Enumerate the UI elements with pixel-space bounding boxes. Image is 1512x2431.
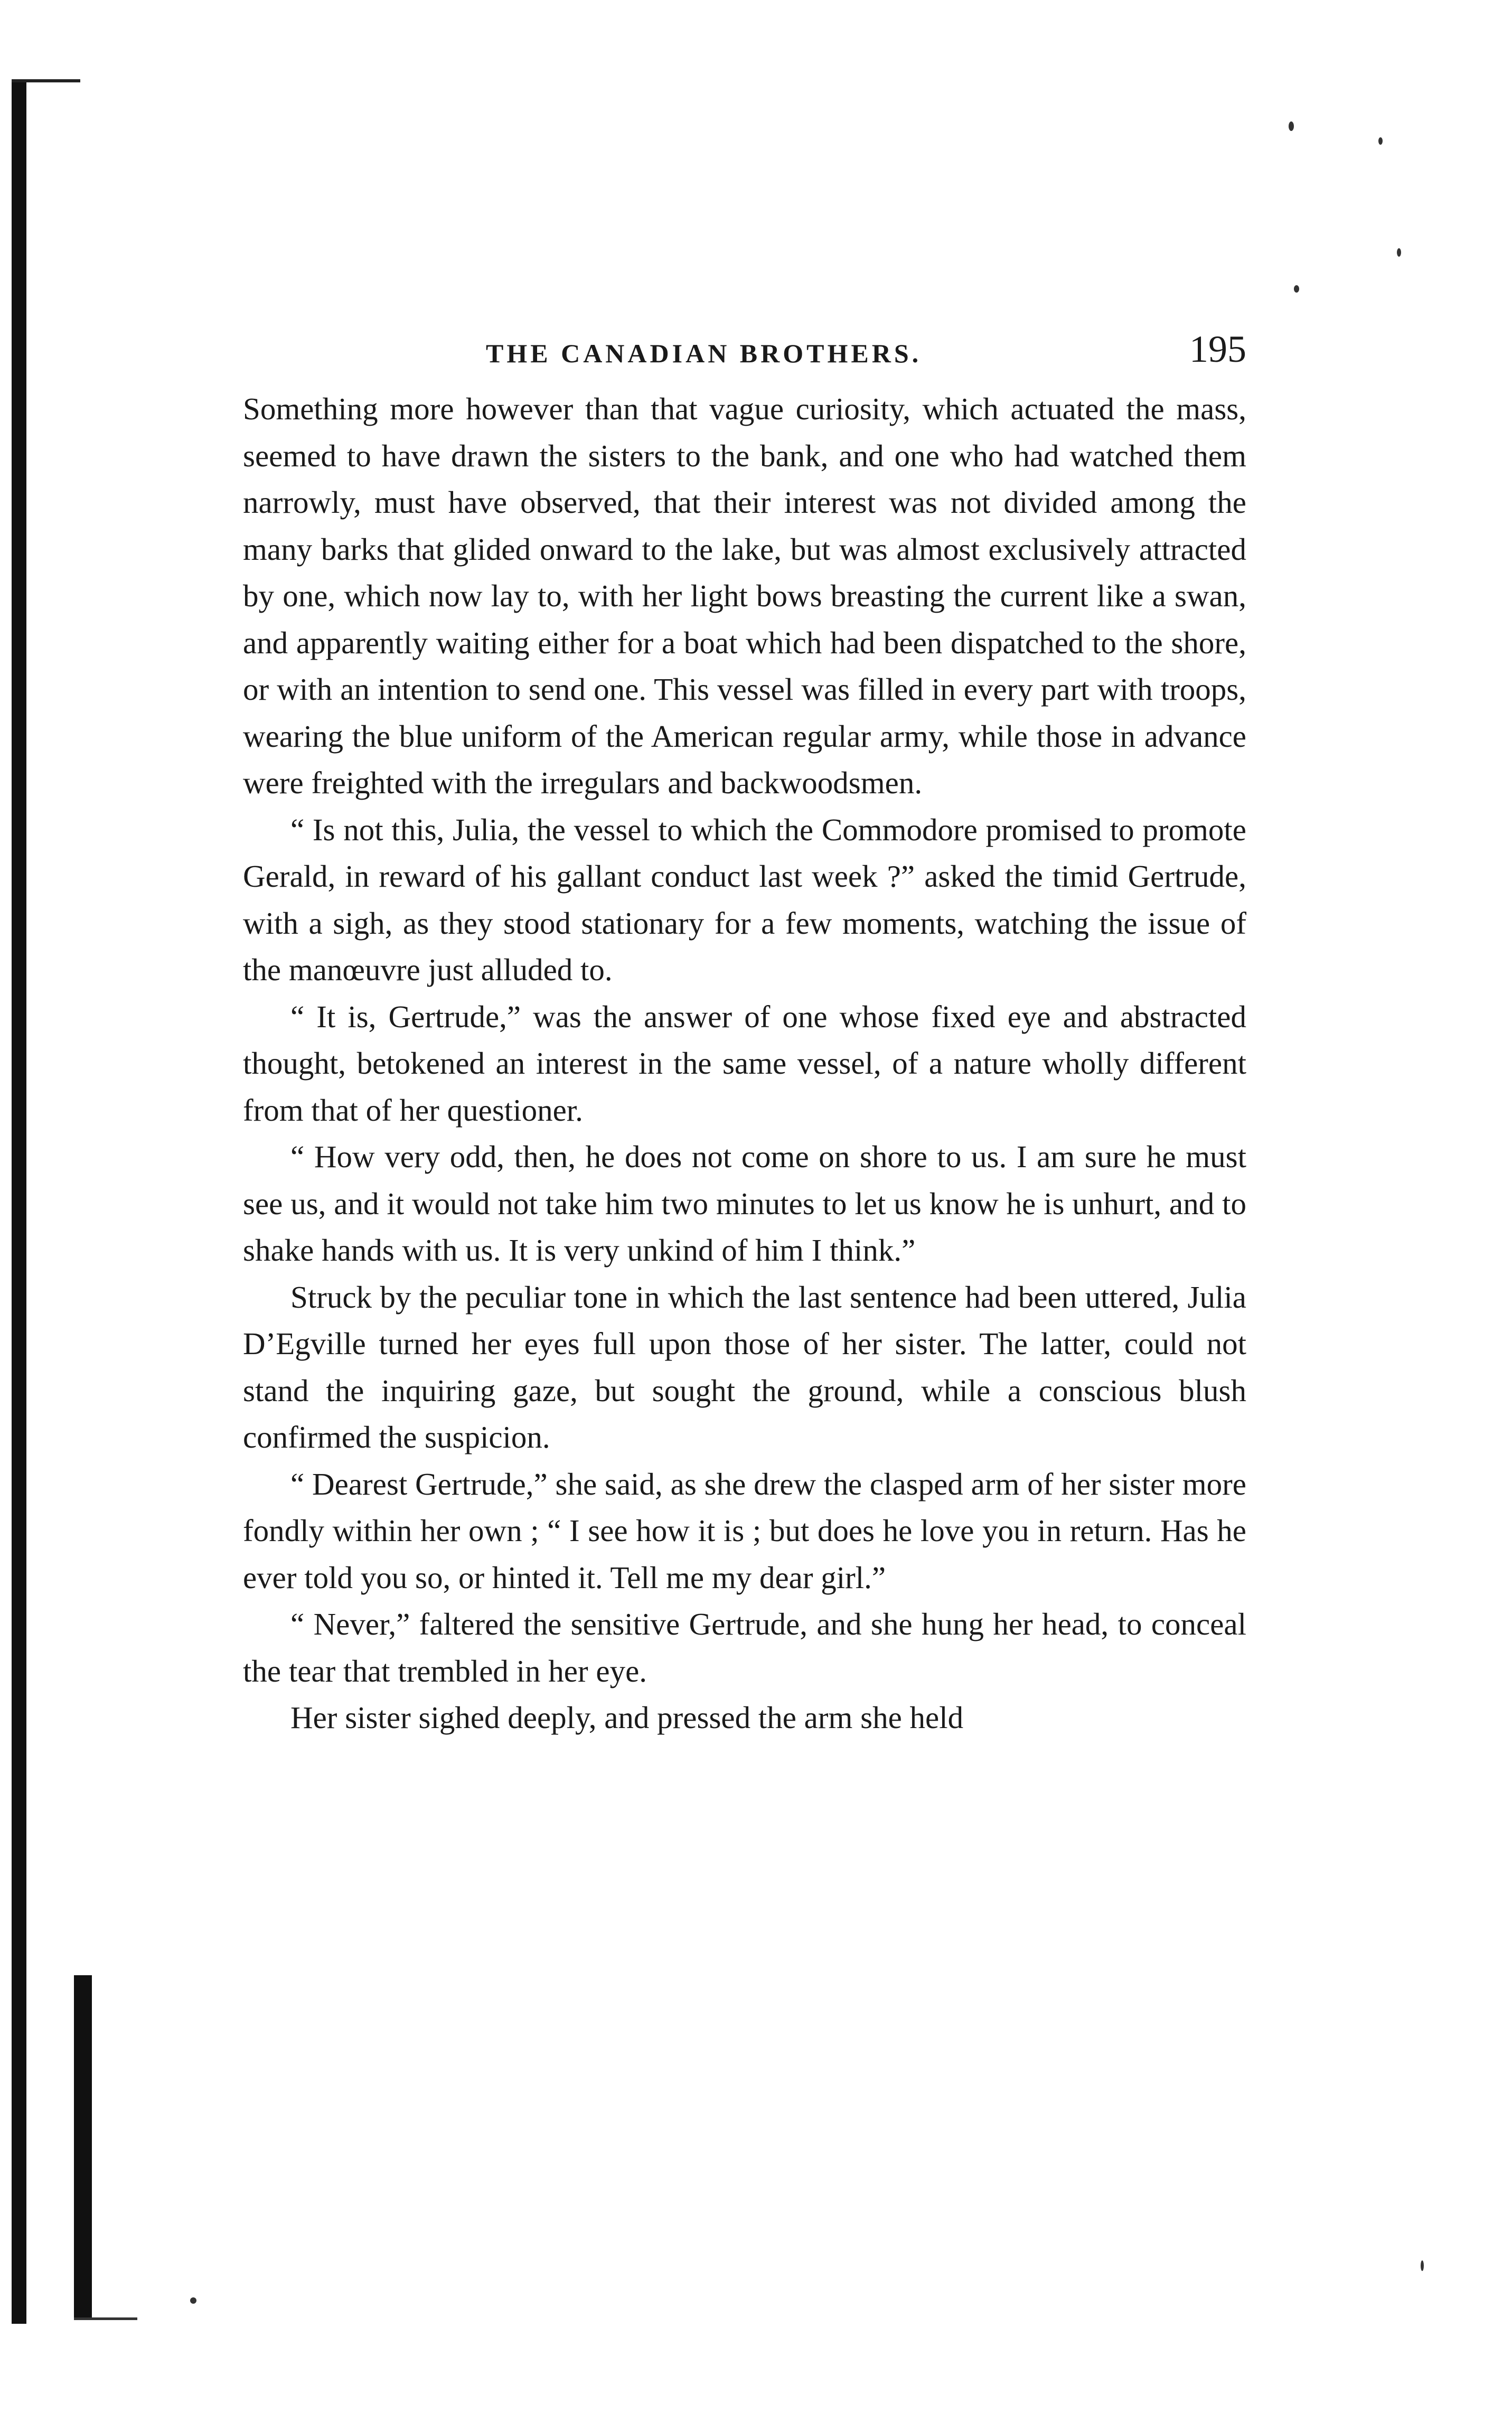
scan-speck bbox=[1397, 248, 1401, 257]
paragraph: “ It is, Gertrude,” was the answer of one whose fixed eye and abstracted thought, betokened an interest in the same vessel, of a nature wholly different from that of her questioner. bbox=[243, 999, 1246, 1128]
paragraph: Her sister sighed deeply, and pressed the arm she held bbox=[290, 1700, 964, 1735]
scan-speck bbox=[1378, 137, 1383, 145]
running-title: THE CANADIAN BROTHERS. bbox=[486, 339, 922, 368]
scan-speck bbox=[1289, 121, 1294, 131]
paragraph: “ How very odd, then, he does not come on shore to us. I am sure he must see us, and it would not take him two minutes to let us know he is unhurt, and to shake hands with us. It is very unkind of him I think.” bbox=[243, 1139, 1246, 1268]
page-number: 195 bbox=[1189, 328, 1246, 370]
running-head bbox=[243, 327, 1246, 386]
binding-edge bbox=[12, 79, 26, 2324]
paragraph: “ Dearest Gertrude,” she said, as she drew the clasped arm of her sister more fondly within her own ; “ I see how it is ; but does he love you in return. Has he ever told you so, or hinted it. Tell me my dear girl.” bbox=[243, 1466, 1246, 1595]
scan-speck bbox=[1294, 285, 1299, 293]
scan-speck bbox=[1421, 2260, 1424, 2271]
paragraph: “ Is not this, Julia, the vessel to which the Commodore promised to promote Gerald, in reward of his gallant conduct last week ?” asked the timid Gertrude, with a sigh, as they stood stationary for a few moments, watching the issue of the manœuvre just alluded to. bbox=[243, 812, 1246, 987]
paragraph: Something more however than that vague curiosity, which actuated the mass, seemed to have drawn the sisters to the bank, and one who had watched them narrowly, must have observed, that their interest was not divided among the many barks that glided onward to the lake, but was almost exclusively attracted by one, which now lay to, with her light bows breasting the current like a swan, and apparently waiting either for a boat which had been dispatched to the shore, or with an intention to send one. This vessel was filled in every part with troops, wearing the blue uniform of the American regular army, while those in advance were freighted with the irregulars and backwoodsmen. bbox=[243, 391, 1246, 800]
scan-speck bbox=[190, 2297, 196, 2304]
scan-edge-rule-bottom bbox=[74, 2317, 137, 2320]
paragraph: “ Never,” faltered the sensitive Gertrude, and she hung her head, to conceal the tear that trembled in her eye. bbox=[243, 1607, 1246, 1688]
scan-edge-rule bbox=[12, 79, 80, 82]
page-content bbox=[243, 327, 1246, 1741]
paragraph: Struck by the peculiar tone in which the last sentence had been uttered, Julia D’Egville turned her eyes full upon those of her sister. The latter, could not stand the inquiring gaze, but sought the ground, while a conscious blush confirmed the suspicion. bbox=[243, 1279, 1246, 1454]
binding-edge-lower bbox=[74, 1975, 92, 2319]
